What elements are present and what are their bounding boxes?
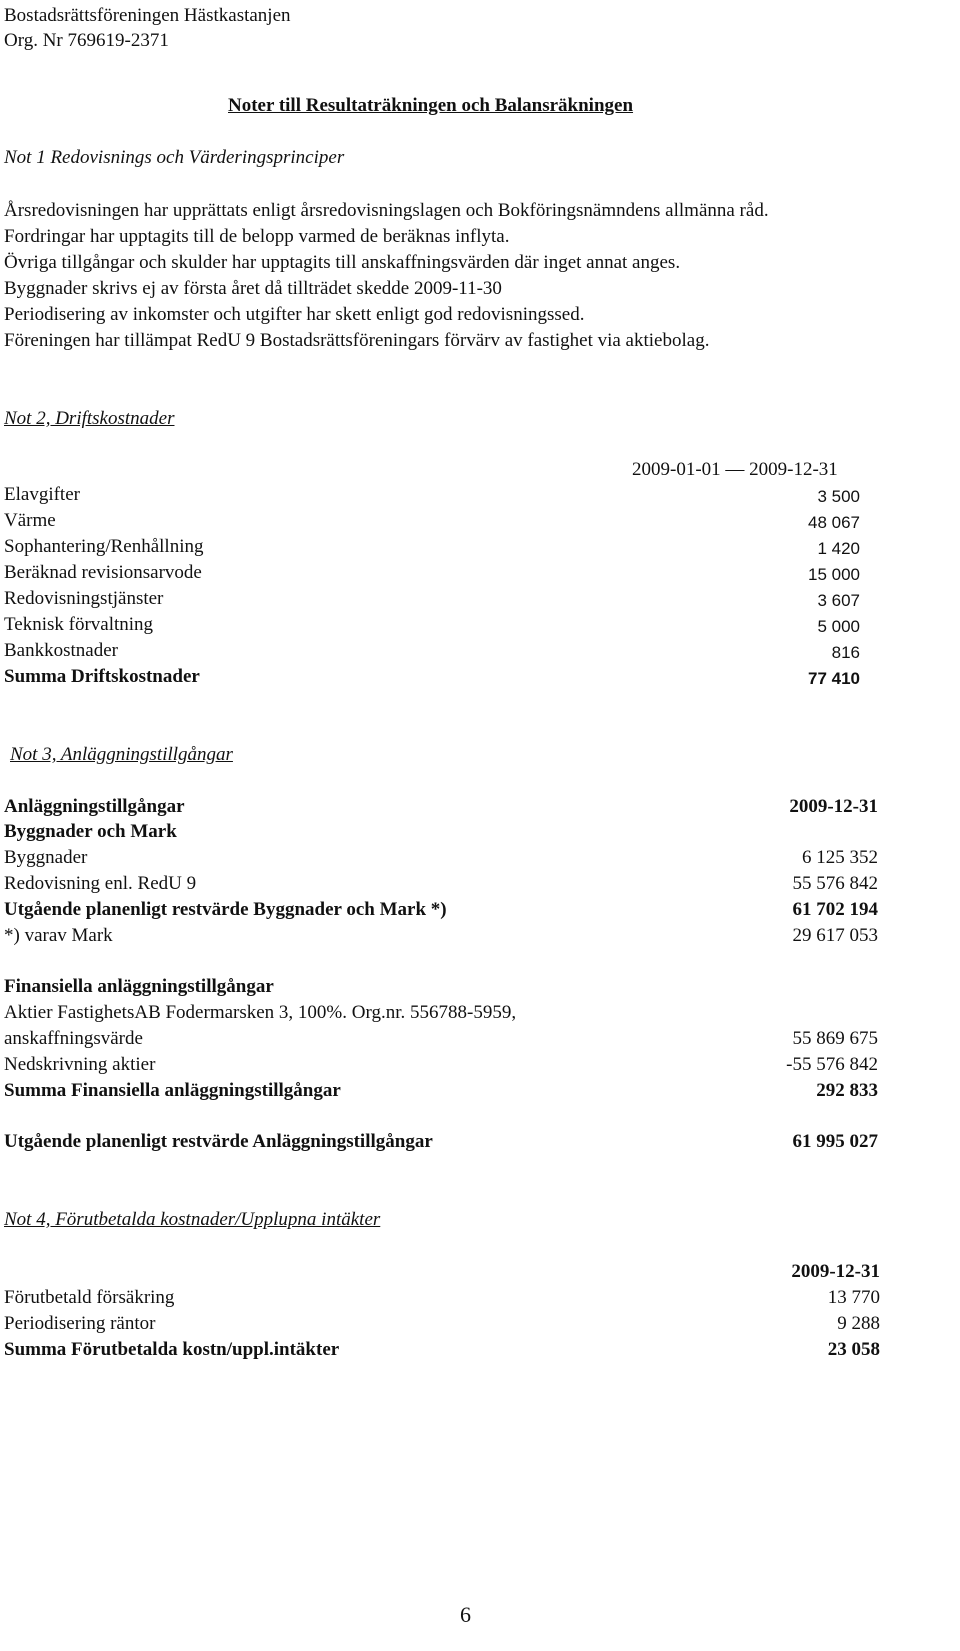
note1-line: Övriga tillgångar och skulder har upptagits till anskaffningsvärden där inget annat anges. bbox=[4, 252, 681, 273]
note1-line: Föreningen har tillämpat RedU 9 Bostadsrättsföreningars förvärv av fastighet via aktiebolag. bbox=[4, 330, 710, 351]
page-number: 6 bbox=[460, 1602, 471, 1627]
prepaid-total-value: 23 058 bbox=[827, 1339, 880, 1360]
asset-total-value: 61 702 194 bbox=[792, 899, 878, 920]
prepaid-value: 13 770 bbox=[827, 1287, 880, 1308]
asset-label: Nedskrivning aktier bbox=[4, 1054, 156, 1075]
note3-subheading: Finansiella anläggningstillgångar bbox=[4, 976, 274, 997]
asset-grand-total-value: 61 995 027 bbox=[792, 1131, 878, 1152]
note2-period: 2009-01-01 — 2009-12-31 bbox=[632, 459, 838, 480]
expense-label: Teknisk förvaltning bbox=[4, 614, 154, 635]
note1-line: Periodisering av inkomster och utgifter har skett enligt god redovisningssed. bbox=[4, 304, 585, 325]
expense-value: 816 bbox=[831, 643, 860, 662]
expense-label: Redovisningstjänster bbox=[4, 588, 164, 609]
note4-date: 2009-12-31 bbox=[791, 1261, 880, 1282]
note1-line: Årsredovisningen har upprättats enligt årsredovisningslagen och Bokföringsnämndens allmänna råd. bbox=[4, 200, 769, 221]
note4-title: Not 4, Förutbetalda kostnader/Upplupna intäkter bbox=[4, 1209, 381, 1230]
asset-value: 6 125 352 bbox=[802, 847, 878, 868]
expense-label: Elavgifter bbox=[4, 484, 80, 505]
asset-label: *) varav Mark bbox=[4, 925, 113, 946]
note3-head-date: 2009-12-31 bbox=[789, 796, 878, 817]
prepaid-total-label: Summa Förutbetalda kostn/uppl.intäkter bbox=[4, 1339, 340, 1360]
expense-value: 5 000 bbox=[817, 617, 860, 636]
expense-label: Bankkostnader bbox=[4, 640, 118, 661]
note1-line: Fordringar har upptagits till de belopp varmed de beräknas inflyta. bbox=[4, 226, 510, 247]
asset-label: Redovisning enl. RedU 9 bbox=[4, 873, 197, 894]
note1-line: Byggnader skrivs ej av första året då tillträdet skedde 2009-11-30 bbox=[4, 278, 502, 299]
org-name: Bostadsrättsföreningen Hästkastanjen bbox=[4, 5, 291, 26]
asset-label: anskaffningsvärde bbox=[4, 1028, 143, 1049]
expense-total-value: 77 410 bbox=[808, 669, 860, 688]
prepaid-label: Förutbetald försäkring bbox=[4, 1287, 175, 1308]
asset-total-label: Utgående planenligt restvärde Byggnader och Mark *) bbox=[4, 899, 447, 920]
asset-label: Aktier FastighetsAB Fodermarsken 3, 100%. Org.nr. 556788-5959, bbox=[4, 1002, 517, 1023]
note1-title: Not 1 Redovisnings och Värderingsprinciper bbox=[4, 147, 345, 168]
expense-value: 3 607 bbox=[817, 591, 860, 610]
prepaid-label: Periodisering räntor bbox=[4, 1313, 156, 1334]
asset-value: 55 869 675 bbox=[792, 1028, 878, 1049]
prepaid-value: 9 288 bbox=[837, 1313, 880, 1334]
asset-value: -55 576 842 bbox=[786, 1054, 878, 1075]
asset-value: 55 576 842 bbox=[792, 873, 878, 894]
note3-head-label: Anläggningstillgångar bbox=[4, 796, 185, 817]
page-title: Noter till Resultaträkningen och Balansräkningen bbox=[228, 95, 634, 116]
note3-subheading: Byggnader och Mark bbox=[4, 821, 177, 842]
expense-value: 15 000 bbox=[808, 565, 860, 584]
expense-value: 1 420 bbox=[817, 539, 860, 558]
expense-total-label: Summa Driftskostnader bbox=[4, 666, 200, 687]
asset-total-label: Summa Finansiella anläggningstillgångar bbox=[4, 1080, 341, 1101]
asset-value: 29 617 053 bbox=[792, 925, 878, 946]
asset-grand-total-label: Utgående planenligt restvärde Anläggningstillgångar bbox=[4, 1131, 433, 1152]
expense-label: Sophantering/Renhållning bbox=[4, 536, 204, 557]
note2-title: Not 2, Driftskostnader bbox=[4, 408, 175, 429]
asset-label: Byggnader bbox=[4, 847, 88, 868]
expense-value: 48 067 bbox=[808, 513, 860, 532]
note3-title: Not 3, Anläggningstillgångar bbox=[10, 744, 233, 765]
expense-label: Värme bbox=[4, 510, 56, 531]
expense-value: 3 500 bbox=[817, 487, 860, 506]
expense-label: Beräknad revisionsarvode bbox=[4, 562, 202, 583]
asset-total-value: 292 833 bbox=[816, 1080, 878, 1101]
org-number: Org. Nr 769619-2371 bbox=[4, 30, 169, 51]
